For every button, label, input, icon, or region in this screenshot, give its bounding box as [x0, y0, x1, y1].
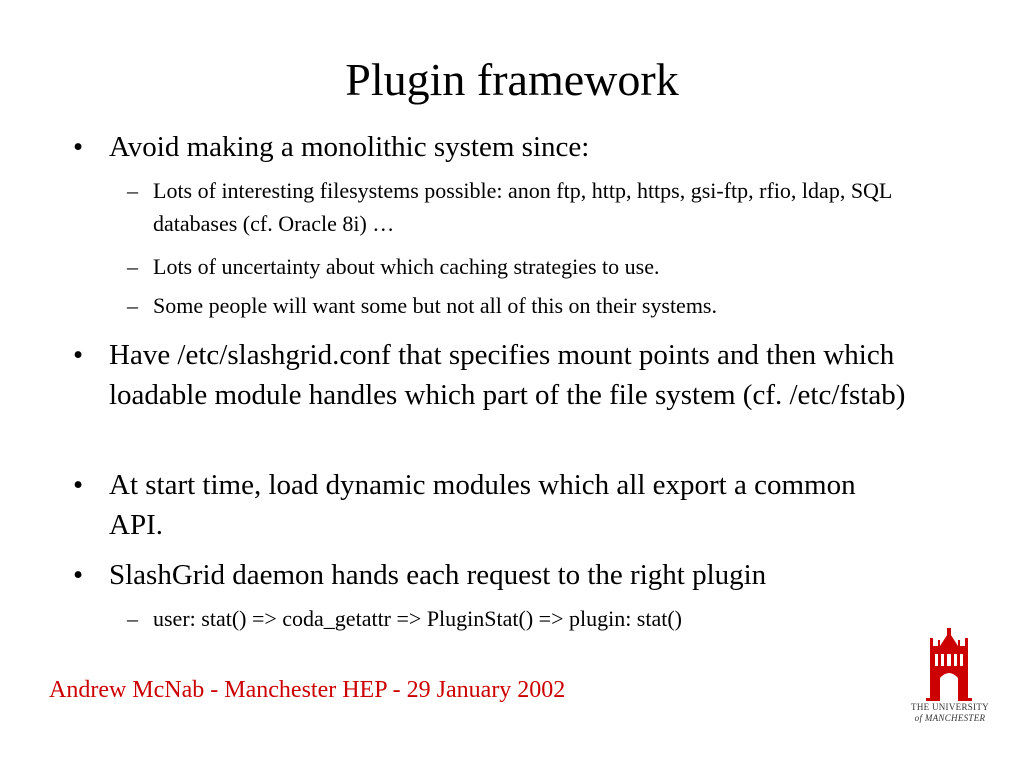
slide-footer: Andrew McNab - Manchester HEP - 29 January 2002 — [49, 677, 566, 703]
bullet-item — [73, 555, 953, 595]
sub-bullet-text: Lots of interesting filesystems possible: anon ftp, http, https, gsi-ftp, rfio, ldap, SQL databases (cf. Oracle 8i) … — [153, 178, 892, 236]
bullet-item — [73, 465, 893, 545]
dash-glyph: – — [127, 254, 138, 279]
university-wordmark-line1: THE UNIVERSITY — [911, 702, 989, 712]
bullet-item — [73, 335, 953, 415]
sub-bullet-item — [127, 602, 947, 635]
university-wordmark-line2: of MANCHESTER — [914, 713, 986, 723]
bullet-text: Avoid making a monolithic system since: — [109, 131, 590, 163]
bullet-text: Have /etc/slashgrid.conf that specifies mount points and then which loadable module handles which part of the file system (cf. /etc/fstab) — [109, 339, 906, 411]
bullet-glyph: • — [73, 339, 84, 371]
sub-bullet-text: Some people will want some but not all of this on their systems. — [153, 293, 717, 318]
sub-bullet-text: user: stat() => coda_getattr => PluginStat() => plugin: stat() — [153, 606, 683, 631]
bullet-text: SlashGrid daemon hands each request to the right plugin — [109, 559, 767, 591]
sub-bullet-item — [127, 174, 927, 240]
bullet-item — [73, 127, 953, 167]
dash-glyph: – — [127, 178, 138, 203]
slide-title: Plugin framework — [345, 54, 679, 105]
sub-bullet-item — [127, 289, 947, 322]
dash-glyph: – — [127, 606, 138, 631]
bullet-text: At start time, load dynamic modules which all export a common API. — [109, 469, 856, 541]
bullet-glyph: • — [73, 559, 84, 591]
dash-glyph: – — [127, 293, 138, 318]
sub-bullet-item — [127, 250, 947, 283]
university-wordmark — [904, 702, 996, 724]
sub-bullet-text: Lots of uncertainty about which caching strategies to use. — [153, 254, 660, 279]
bullet-glyph: • — [73, 131, 84, 163]
bullet-glyph: • — [73, 469, 84, 501]
